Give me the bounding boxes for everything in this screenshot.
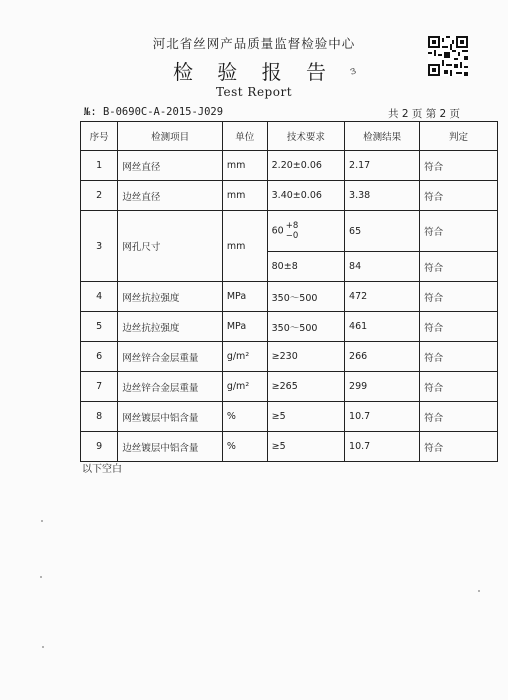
row-no: 1	[81, 151, 118, 181]
row-judgement: 符合	[420, 151, 498, 181]
row-unit: MPa	[222, 282, 267, 312]
table-row	[81, 211, 498, 252]
row-unit: mm	[222, 181, 267, 211]
header-item: 检测项目	[118, 122, 222, 151]
row-item: 网丝锌合金层重量	[118, 342, 222, 372]
row-judgement: 符合	[420, 211, 498, 252]
row-no: 9	[81, 432, 118, 462]
pen-mark: ɜ	[347, 63, 358, 78]
row-unit: g/m²	[222, 372, 267, 402]
scan-speck	[41, 520, 43, 522]
row-requirement: 350～500	[267, 282, 344, 312]
table-row	[81, 282, 498, 312]
row-result: 3.38	[345, 181, 420, 211]
row-requirement: ≥230	[267, 342, 344, 372]
page-info: 共 2 页 第 2 页	[388, 108, 461, 120]
row-requirement: ≥5	[267, 432, 344, 462]
table-row	[81, 181, 498, 211]
row-unit: MPa	[222, 312, 267, 342]
row-requirement: ≥265	[267, 372, 344, 402]
row-unit: %	[222, 432, 267, 462]
table-row	[81, 432, 498, 462]
qr-code-icon	[428, 36, 468, 76]
row-item: 边丝抗拉强度	[118, 312, 222, 342]
row-requirement-tolerance	[267, 211, 344, 252]
table-row	[81, 372, 498, 402]
scan-speck	[40, 576, 42, 578]
row-no: 7	[81, 372, 118, 402]
table-row	[81, 402, 498, 432]
row-item: 网丝直径	[118, 151, 222, 181]
row-requirement: 80±8	[267, 252, 344, 282]
row-judgement: 符合	[420, 432, 498, 462]
row-no: 4	[81, 282, 118, 312]
row-requirement: 3.40±0.06	[267, 181, 344, 211]
report-title: 检 验 报 告	[172, 60, 336, 84]
tolerance-upper: +8	[285, 221, 299, 231]
row-requirement: 2.20±0.06	[267, 151, 344, 181]
header-requirement: 技术要求	[267, 122, 344, 151]
header-unit: 单位	[222, 122, 267, 151]
row-no: 5	[81, 312, 118, 342]
organization-name: 河北省丝网产品质量监督检验中心	[152, 36, 356, 51]
row-no: 3	[81, 211, 118, 282]
row-unit: mm	[222, 211, 267, 282]
row-item: 边丝锌合金层重量	[118, 372, 222, 402]
row-result: 10.7	[345, 432, 420, 462]
scan-speck	[42, 646, 44, 648]
row-result: 461	[345, 312, 420, 342]
row-item: 网孔尺寸	[118, 211, 222, 282]
row-unit: mm	[222, 151, 267, 181]
row-result: 2.17	[345, 151, 420, 181]
row-judgement: 符合	[420, 342, 498, 372]
header-result: 检测结果	[345, 122, 420, 151]
blank-below-note: 以下空白	[82, 464, 122, 475]
report-subtitle: Test Report	[215, 85, 293, 99]
row-result: 266	[345, 342, 420, 372]
row-judgement: 符合	[420, 402, 498, 432]
row-requirement: ≥5	[267, 402, 344, 432]
table-row	[81, 151, 498, 181]
row-result: 10.7	[345, 402, 420, 432]
row-no: 6	[81, 342, 118, 372]
requirement-base: 60	[271, 225, 284, 237]
row-judgement: 符合	[420, 372, 498, 402]
header-judgement: 判定	[420, 122, 498, 151]
table-row	[81, 312, 498, 342]
table-header-row	[81, 122, 498, 151]
row-no: 8	[81, 402, 118, 432]
row-judgement: 符合	[420, 252, 498, 282]
row-unit: g/m²	[222, 342, 267, 372]
row-item: 边丝镀层中铝含量	[118, 432, 222, 462]
row-no: 2	[81, 181, 118, 211]
tolerance-lower: −0	[285, 231, 299, 241]
table-row	[81, 342, 498, 372]
row-judgement: 符合	[420, 312, 498, 342]
row-result: 472	[345, 282, 420, 312]
report-number: №: B-0690C-A-2015-J029	[84, 106, 224, 118]
scan-speck	[478, 590, 480, 592]
row-judgement: 符合	[420, 181, 498, 211]
row-item: 网丝镀层中铝含量	[118, 402, 222, 432]
row-judgement: 符合	[420, 282, 498, 312]
row-item: 边丝直径	[118, 181, 222, 211]
row-result: 299	[345, 372, 420, 402]
test-results-table	[80, 121, 498, 462]
row-requirement: 350～500	[267, 312, 344, 342]
header-no: 序号	[81, 122, 118, 151]
tolerance-stack	[286, 221, 299, 241]
row-item: 网丝抗拉强度	[118, 282, 222, 312]
row-unit: %	[222, 402, 267, 432]
row-result: 65	[345, 211, 420, 252]
row-result: 84	[345, 252, 420, 282]
